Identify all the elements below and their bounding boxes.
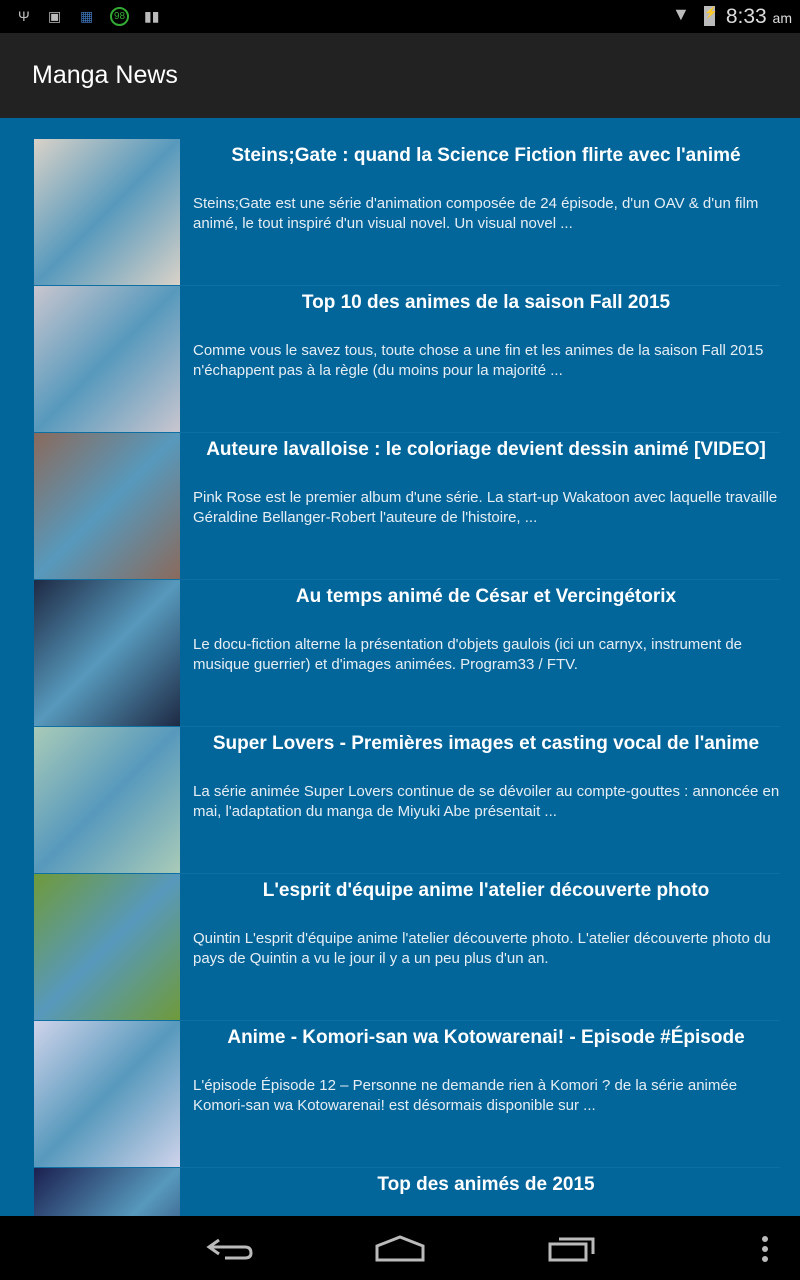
- article-item[interactable]: [34, 286, 780, 433]
- article-thumbnail: [34, 727, 180, 873]
- app-icon: ▦: [80, 8, 94, 24]
- article-list[interactable]: [0, 118, 800, 1216]
- article-thumbnail: [34, 580, 180, 726]
- wifi-icon: ▼: [672, 4, 690, 24]
- article-description: La série animée Super Lovers continue de se dévoiler au compte-gouttes : annoncée en mai, l'adaptation du manga de Miyuki Abe présentait ...: [193, 783, 780, 820]
- clock: [726, 5, 792, 29]
- article-thumbnail: [34, 286, 180, 432]
- back-icon[interactable]: [205, 1234, 255, 1264]
- article-item[interactable]: [34, 580, 780, 727]
- article-description: Steins;Gate est une série d'animation composée de 24 épisode, d'un OAV & d'un film animé, le tout inspiré d'un visual novel. Un visual novel ...: [193, 195, 759, 232]
- article-title: L'esprit d'équipe anime l'atelier découverte photo: [262, 880, 710, 901]
- badge-98-icon: 98: [110, 7, 129, 26]
- article-title: Auteure lavalloise : le coloriage devient dessin animé [VIDEO]: [206, 439, 766, 460]
- article-item[interactable]: [34, 433, 780, 580]
- article-title: Steins;Gate : quand la Science Fiction flirte avec l'animé: [231, 145, 741, 166]
- article-title: Anime - Komori-san wa Kotowarenai! - Episode #Épisode: [227, 1027, 745, 1048]
- article-item[interactable]: [34, 1021, 780, 1168]
- article-thumbnail: [34, 1168, 180, 1216]
- article-thumbnail: [34, 1021, 180, 1167]
- battery-charging-icon: ⚡: [704, 6, 715, 26]
- page-title: Manga News: [32, 61, 178, 89]
- article-item[interactable]: [34, 874, 780, 1021]
- article-title: Top des animés de 2015: [377, 1174, 595, 1195]
- navigation-bar: [0, 1216, 800, 1280]
- article-thumbnail: [34, 139, 180, 285]
- article-title: Super Lovers - Premières images et casting vocal de l'anime: [212, 733, 760, 754]
- article-description: L'épisode Épisode 12 – Personne ne demande rien à Komori ? de la série animée Komori-san wa Kotowarenai! est désormais disponible sur ...: [193, 1077, 738, 1114]
- article-title: Au temps animé de César et Vercingétorix: [295, 586, 677, 607]
- status-bar: [0, 0, 800, 33]
- home-icon[interactable]: [374, 1234, 426, 1264]
- article-thumbnail: [34, 874, 180, 1020]
- barcode-icon: ▮▮: [144, 8, 160, 24]
- app-bar: [0, 33, 800, 118]
- article-thumbnail: [34, 433, 180, 579]
- article-item[interactable]: [34, 139, 780, 286]
- article-description: Pink Rose est le premier album d'une série. La start-up Wakatoon avec laquelle travaille Géraldine Bellanger-Robert l'auteure de l'histoire, ...: [193, 489, 778, 526]
- article-description: Comme vous le savez tous, toute chose a une fin et les animes de la saison Fall 2015 n'échappent pas à la règle (du moins pour la majorité ...: [193, 342, 764, 379]
- article-item[interactable]: [34, 1168, 780, 1216]
- article-title: Top 10 des animes de la saison Fall 2015: [301, 292, 671, 313]
- overflow-menu-icon[interactable]: [758, 1234, 772, 1264]
- time-text: 8:33: [725, 5, 767, 28]
- image-icon: ▣: [48, 8, 62, 24]
- article-description: Quintin L'esprit d'équipe anime l'atelier découverte photo. L'atelier découverte photo du pays de Quintin a vu le jour il y a un peu plus d'un an.: [193, 930, 771, 967]
- usb-icon: Ψ: [18, 8, 30, 24]
- recent-apps-icon[interactable]: [547, 1234, 597, 1264]
- article-item[interactable]: [34, 727, 780, 874]
- article-description: Le docu-fiction alterne la présentation d'objets gaulois (ici un carnyx, instrument de musique guerrier) et d'images animées. Program33 / FTV.: [193, 636, 743, 673]
- ampm-text: am: [772, 10, 792, 26]
